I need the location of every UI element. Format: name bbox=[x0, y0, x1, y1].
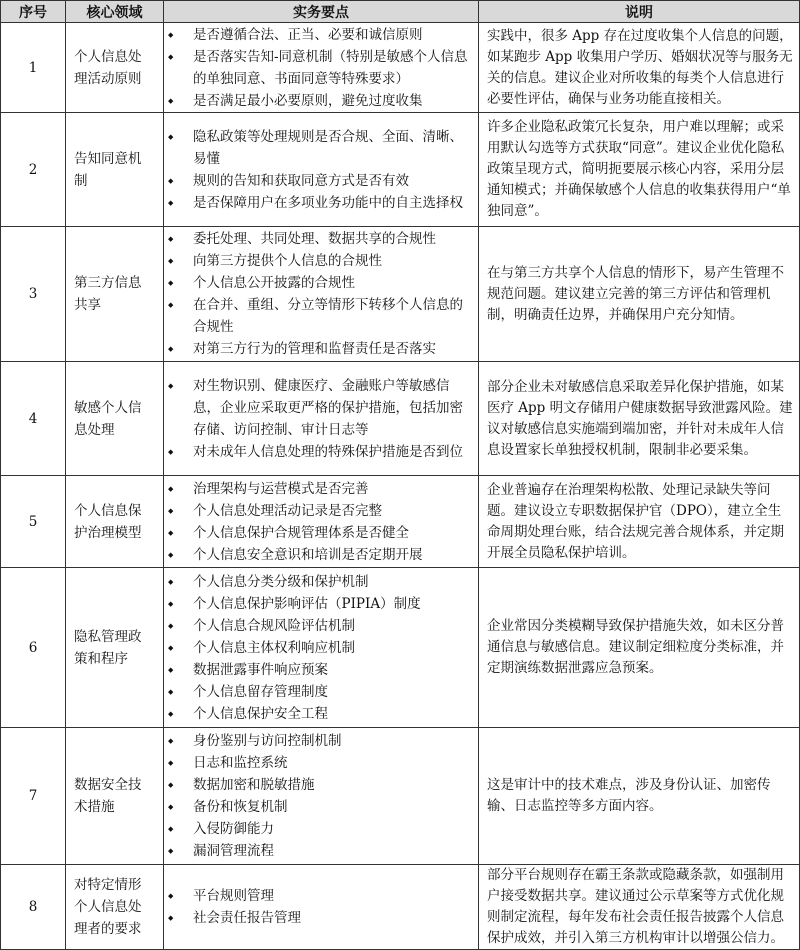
row-points bbox=[164, 865, 479, 950]
list-item: ◆ 个人信息处理活动记录是否完整 bbox=[168, 500, 472, 522]
header-note: 说明 bbox=[479, 1, 800, 23]
list-item: ◆ 对第三方行为的管理和监督责任是否落实 bbox=[168, 338, 472, 360]
row-note: 企业常因分类模糊导致保护措施失效，如未区分普通信息与敏感信息。建议制定细粒度分类标准，并定期演练数据泄露应急预案。 bbox=[479, 568, 800, 728]
row-area: 数据安全技术措施 bbox=[66, 728, 164, 865]
table-row bbox=[1, 476, 800, 568]
row-area: 隐私管理政策和程序 bbox=[66, 568, 164, 728]
row-num: 8 bbox=[1, 865, 66, 950]
list-item: ◆ 个人信息主体权利响应机制 bbox=[168, 637, 472, 659]
list-item: ◆ 社会责任报告管理 bbox=[168, 907, 472, 929]
list-item: ◆ 隐私政策等处理规则是否合规、全面、清晰、易懂 bbox=[168, 126, 472, 170]
row-num: 3 bbox=[1, 227, 66, 362]
row-points bbox=[164, 568, 479, 728]
table-header bbox=[1, 1, 800, 23]
table-row bbox=[1, 362, 800, 476]
row-points bbox=[164, 23, 479, 113]
list-item: ◆ 规则的告知和获取同意方式是否有效 bbox=[168, 170, 472, 192]
table-row bbox=[1, 568, 800, 728]
row-note: 部分平台规则存在霸王条款或隐藏条款，如强制用户接受数据共享。建议通过公示草案等方式优化规则制定流程，每年发布社会责任报告披露个人信息保护成效，并引入第三方机构审计以增强公信力。 bbox=[479, 865, 800, 950]
list-item: ◆ 在合并、重组、分立等情形下转移个人信息的合规性 bbox=[168, 294, 472, 338]
row-area: 第三方信息共享 bbox=[66, 227, 164, 362]
list-item: ◆ 对未成年人信息处理的特殊保护措施是否到位 bbox=[168, 441, 472, 463]
list-item: ◆ 向第三方提供个人信息的合规性 bbox=[168, 250, 472, 272]
row-points bbox=[164, 476, 479, 568]
list-item: ◆ 是否保障用户在多项业务功能中的自主选择权 bbox=[168, 192, 472, 214]
row-note: 许多企业隐私政策冗长复杂，用户难以理解；或采用默认勾选等方式获取“同意”。建议企业优化隐私政策呈现方式，简明扼要展示核心内容，采用分层通知模式；并确保敏感个人信息的收集获得用户“单独同意”。 bbox=[479, 113, 800, 227]
row-num: 5 bbox=[1, 476, 66, 568]
row-area: 个人信息保护治理模型 bbox=[66, 476, 164, 568]
list-item: ◆ 身份鉴别与访问控制机制 bbox=[168, 730, 472, 752]
list-item: ◆ 入侵防御能力 bbox=[168, 818, 472, 840]
list-item: ◆ 平台规则管理 bbox=[168, 885, 472, 907]
row-note: 部分企业未对敏感信息采取差异化保护措施，如某医疗 App 明文存储用户健康数据导致泄露风险。建议对敏感信息实施端到端加密，并针对未成年人信息设置家长单独授权机制，限制非必要采集。 bbox=[479, 362, 800, 476]
row-num: 1 bbox=[1, 23, 66, 113]
list-item: ◆ 是否落实告知-同意机制（特别是敏感个人信息的单独同意、书面同意等特殊要求） bbox=[168, 46, 472, 90]
list-item: ◆ 个人信息合规风险评估机制 bbox=[168, 615, 472, 637]
row-num: 6 bbox=[1, 568, 66, 728]
list-item: ◆ 个人信息保护合规管理体系是否健全 bbox=[168, 522, 472, 544]
list-item: ◆ 漏洞管理流程 bbox=[168, 840, 472, 862]
row-points bbox=[164, 728, 479, 865]
row-area: 告知同意机制 bbox=[66, 113, 164, 227]
row-area: 对特定情形个人信息处理者的要求 bbox=[66, 865, 164, 950]
row-area: 敏感个人信息处理 bbox=[66, 362, 164, 476]
list-item: ◆ 日志和监控系统 bbox=[168, 752, 472, 774]
list-item: ◆ 个人信息安全意识和培训是否定期开展 bbox=[168, 544, 472, 566]
row-note: 在与第三方共享个人信息的情形下，易产生管理不规范问题。建议建立完善的第三方评估和管理机制，明确责任边界，并确保用户充分知情。 bbox=[479, 227, 800, 362]
row-area: 个人信息处理活动原则 bbox=[66, 23, 164, 113]
row-num: 2 bbox=[1, 113, 66, 227]
row-points bbox=[164, 227, 479, 362]
row-note: 实践中，很多 App 存在过度收集个人信息的问题，如某跑步 App 收集用户学历、婚姻状况等与服务无关的信息。建议企业对所收集的每类个人信息进行必要性评估，确保与业务功能直接相关。 bbox=[479, 23, 800, 113]
table-row bbox=[1, 728, 800, 865]
list-item: ◆ 个人信息保护安全工程 bbox=[168, 703, 472, 725]
table-row bbox=[1, 23, 800, 113]
list-item: ◆ 治理架构与运营模式是否完善 bbox=[168, 478, 472, 500]
list-item: ◆ 对生物识别、健康医疗、金融账户等敏感信息，企业应采取更严格的保护措施，包括加密存储、访问控制、审计日志等 bbox=[168, 375, 472, 441]
row-note: 这是审计中的技术难点，涉及身份认证、加密传输、日志监控等多方面内容。 bbox=[479, 728, 800, 865]
list-item: ◆ 个人信息分类分级和保护机制 bbox=[168, 571, 472, 593]
row-num: 4 bbox=[1, 362, 66, 476]
list-item: ◆ 个人信息留存管理制度 bbox=[168, 681, 472, 703]
list-item: ◆ 是否满足最小必要原则，避免过度收集 bbox=[168, 90, 472, 112]
table-row bbox=[1, 865, 800, 950]
list-item: ◆ 是否遵循合法、正当、必要和诚信原则 bbox=[168, 24, 472, 46]
list-item: ◆ 数据泄露事件响应预案 bbox=[168, 659, 472, 681]
header-area: 核心领域 bbox=[66, 1, 164, 23]
list-item: ◆ 个人信息保护影响评估（PIPIA）制度 bbox=[168, 593, 472, 615]
row-note: 企业普遍存在治理架构松散、处理记录缺失等问题。建议设立专职数据保护官（DPO），建立全生命周期处理台账，结合法规完善合规体系，并定期开展全员隐私保护培训。 bbox=[479, 476, 800, 568]
header-points: 实务要点 bbox=[164, 1, 479, 23]
list-item: ◆ 数据加密和脱敏措施 bbox=[168, 774, 472, 796]
list-item: ◆ 委托处理、共同处理、数据共享的合规性 bbox=[168, 228, 472, 250]
row-points bbox=[164, 113, 479, 227]
row-num: 7 bbox=[1, 728, 66, 865]
header-num: 序号 bbox=[1, 1, 66, 23]
row-points bbox=[164, 362, 479, 476]
list-item: ◆ 个人信息公开披露的合规性 bbox=[168, 272, 472, 294]
table-row bbox=[1, 113, 800, 227]
table-row bbox=[1, 227, 800, 362]
list-item: ◆ 备份和恢复机制 bbox=[168, 796, 472, 818]
